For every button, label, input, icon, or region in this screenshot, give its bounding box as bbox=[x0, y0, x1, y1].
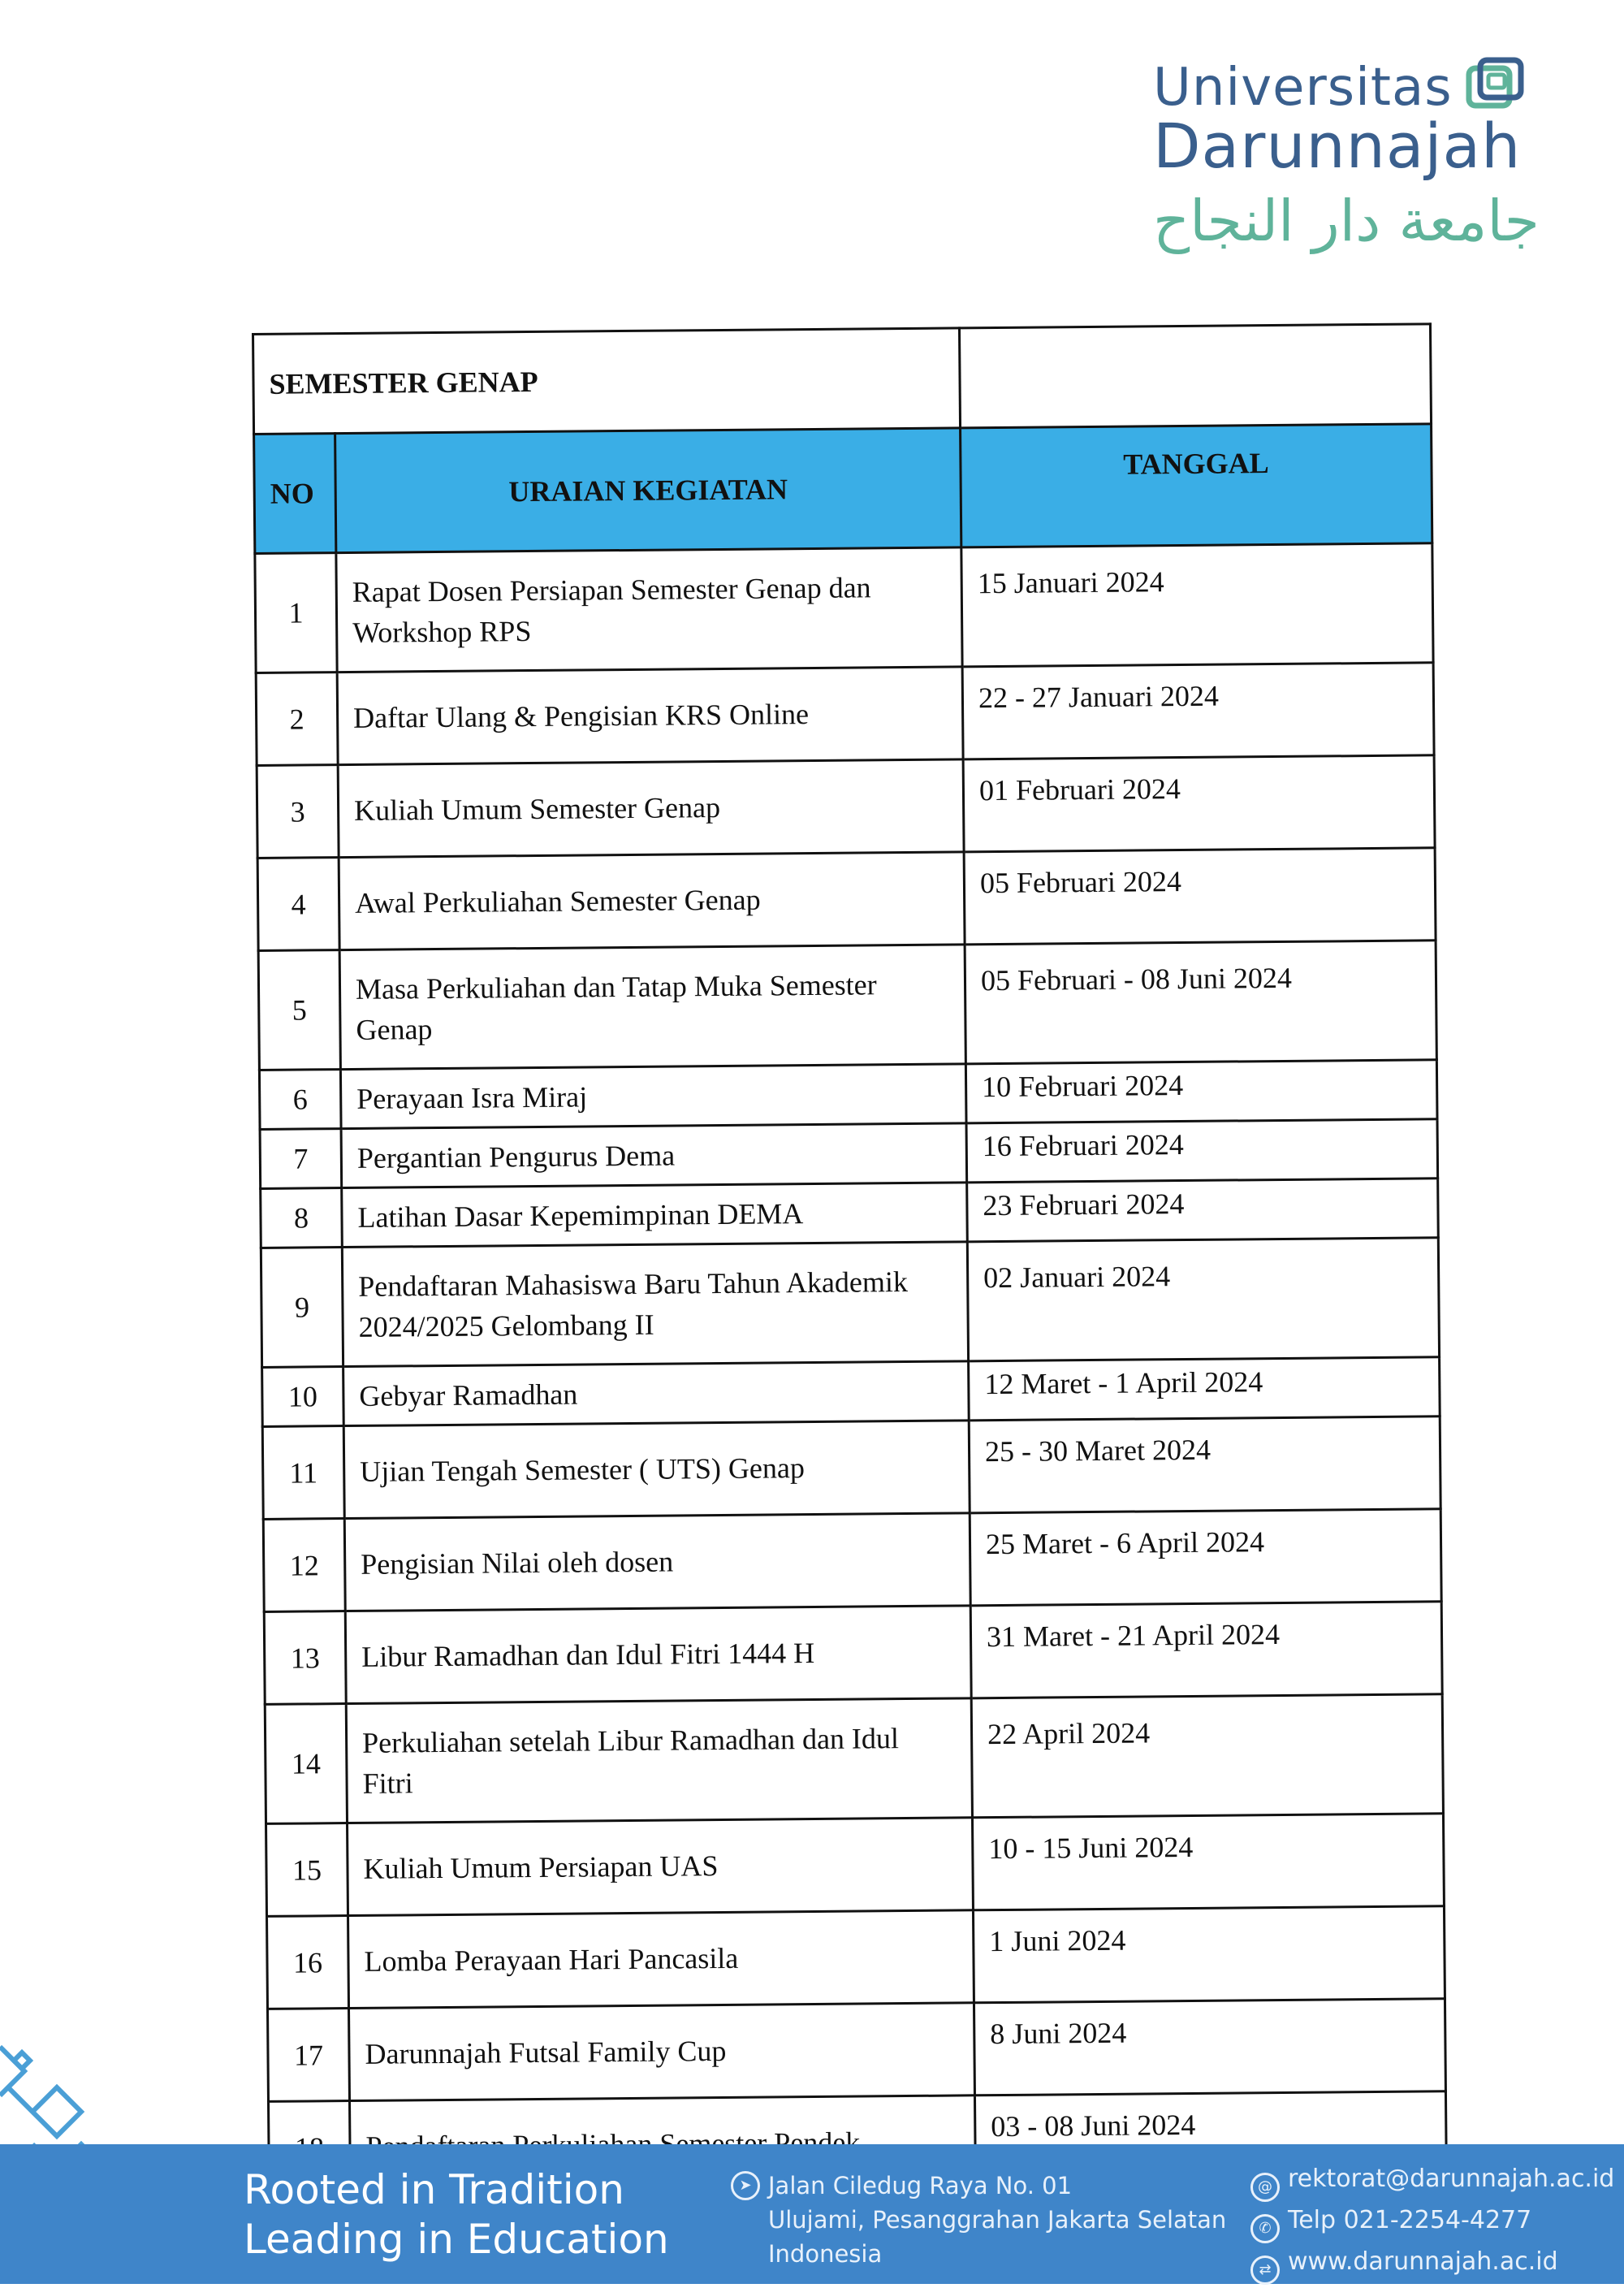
row-number: 8 bbox=[261, 1188, 343, 1248]
row-activity: Pergantian Pengurus Dema bbox=[341, 1123, 967, 1188]
row-date: 10 Februari 2024 bbox=[965, 1060, 1437, 1123]
row-date: 01 Februari 2024 bbox=[963, 755, 1435, 852]
row-activity: Pengisian Nilai oleh dosen bbox=[344, 1513, 970, 1611]
row-activity: Perkuliahan setelah Libur Ramadhan dan Idul Fitri bbox=[346, 1698, 972, 1823]
row-activity: Perayaan Isra Miraj bbox=[340, 1064, 966, 1129]
footer-tagline bbox=[244, 2165, 669, 2264]
table-row bbox=[266, 1814, 1445, 1917]
row-number: 16 bbox=[267, 1916, 349, 2009]
row-number: 5 bbox=[258, 950, 340, 1070]
university-logo bbox=[1153, 57, 1575, 253]
row-number: 6 bbox=[259, 1070, 341, 1130]
row-date: 8 Juni 2024 bbox=[974, 1999, 1445, 2096]
footer-banner bbox=[0, 2144, 1624, 2284]
row-activity: Libur Ramadhan dan Idul Fitri 1444 H bbox=[345, 1606, 971, 1704]
row-number: 11 bbox=[262, 1426, 344, 1520]
table-row bbox=[261, 1238, 1439, 1368]
table-row bbox=[262, 1416, 1440, 1520]
table-row bbox=[260, 1119, 1438, 1189]
row-number: 15 bbox=[266, 1823, 348, 1917]
table-row bbox=[262, 1357, 1440, 1427]
schedule-table bbox=[252, 322, 1448, 2195]
address-line1: Jalan Ciledug Raya No. 01 bbox=[768, 2172, 1073, 2199]
website-icon: ⇄ bbox=[1250, 2256, 1280, 2285]
table-row bbox=[259, 1060, 1437, 1130]
table-title: SEMESTER GENAP bbox=[253, 328, 961, 435]
row-number: 12 bbox=[263, 1519, 345, 1612]
row-activity: Lomba Perayaan Hari Pancasila bbox=[348, 1910, 974, 2009]
row-number: 2 bbox=[256, 673, 338, 766]
row-activity: Gebyar Ramadhan bbox=[343, 1361, 970, 1426]
phone-text: Telp 021-2254-4277 bbox=[1288, 2206, 1532, 2234]
row-number: 1 bbox=[255, 553, 337, 673]
header-date: TANGGAL bbox=[961, 424, 1432, 547]
logo-text-line2: Darunnajah bbox=[1153, 110, 1522, 182]
header-activity: URAIAN KEGIATAN bbox=[335, 428, 961, 553]
row-activity: Awal Perkuliahan Semester Genap bbox=[339, 852, 965, 950]
row-date: 25 Maret - 6 April 2024 bbox=[970, 1509, 1441, 1606]
row-date: 05 Februari - 08 Juni 2024 bbox=[965, 941, 1436, 1064]
row-activity: Darunnajah Futsal Family Cup bbox=[349, 2003, 975, 2101]
row-number: 13 bbox=[264, 1611, 346, 1705]
row-activity: Latihan Dasar Kepemimpinan DEMA bbox=[342, 1183, 968, 1248]
logo-text-line1: Universitas bbox=[1153, 58, 1453, 118]
address-line3: Indonesia bbox=[768, 2240, 883, 2269]
row-date: 03 - 08 Juni 2024 bbox=[974, 2091, 1446, 2188]
location-icon: ➤ bbox=[731, 2171, 760, 2200]
table-row bbox=[263, 1509, 1441, 1612]
row-activity: Daftar Ulang & Pengisian KRS Online bbox=[337, 667, 963, 765]
table-row bbox=[257, 755, 1435, 859]
row-date: 31 Maret - 21 April 2024 bbox=[970, 1602, 1442, 1698]
header-no: NO bbox=[254, 434, 336, 554]
table-body bbox=[255, 543, 1447, 2195]
address-line2: Ulujami, Pesanggrahan Jakarta Selatan bbox=[768, 2206, 1227, 2234]
row-date: 22 April 2024 bbox=[971, 1694, 1443, 1818]
table-title-empty-cell bbox=[959, 324, 1431, 428]
table-row bbox=[268, 1999, 1446, 2102]
row-activity: Kuliah Umum Semester Genap bbox=[338, 759, 964, 858]
row-number: 9 bbox=[261, 1248, 343, 1368]
row-activity: Kuliah Umum Persiapan UAS bbox=[348, 1818, 974, 1916]
table-row bbox=[256, 663, 1434, 766]
table-row bbox=[258, 941, 1436, 1070]
row-number: 10 bbox=[262, 1367, 344, 1427]
row-date: 22 - 27 Januari 2024 bbox=[962, 663, 1434, 759]
row-date: 15 Januari 2024 bbox=[961, 543, 1433, 667]
row-number: 4 bbox=[257, 858, 339, 951]
website-link[interactable]: www.darunnajah.ac.id bbox=[1288, 2247, 1558, 2276]
email-link[interactable]: rektorat@darunnajah.ac.id bbox=[1288, 2165, 1615, 2193]
row-activity: Pendaftaran Mahasiswa Baru Tahun Akademik 2024/2025 Gelombang II bbox=[342, 1242, 968, 1367]
table-row bbox=[257, 848, 1436, 951]
schedule-table-container bbox=[252, 322, 1478, 2195]
row-number: 7 bbox=[260, 1129, 342, 1189]
row-date: 16 Februari 2024 bbox=[966, 1119, 1438, 1183]
row-date: 02 Januari 2024 bbox=[967, 1238, 1439, 1361]
row-activity: Ujian Tengah Semester ( UTS) Genap bbox=[343, 1421, 970, 1519]
row-number: 17 bbox=[268, 2009, 350, 2102]
row-date: 12 Maret - 1 April 2024 bbox=[969, 1357, 1440, 1421]
footer-address bbox=[731, 2169, 1226, 2271]
table-title-row bbox=[253, 324, 1432, 435]
row-activity: Masa Perkuliahan dan Tatap Muka Semester Genap bbox=[339, 945, 965, 1070]
table-row bbox=[267, 1906, 1445, 2009]
row-number: 14 bbox=[265, 1704, 347, 1824]
row-date: 25 - 30 Maret 2024 bbox=[969, 1416, 1440, 1513]
row-date: 23 Februari 2024 bbox=[967, 1179, 1439, 1242]
footer-contact bbox=[1250, 2160, 1614, 2285]
table-row bbox=[261, 1179, 1439, 1248]
logo-arabic-text: جامعة دار النجاح bbox=[1153, 187, 1540, 254]
email-icon: @ bbox=[1250, 2173, 1280, 2202]
row-date: 05 Februari 2024 bbox=[964, 848, 1436, 945]
table-row bbox=[265, 1694, 1443, 1824]
row-date: 1 Juni 2024 bbox=[973, 1906, 1445, 2003]
table-header-row bbox=[254, 424, 1432, 554]
row-date: 10 - 15 Juni 2024 bbox=[973, 1814, 1445, 1910]
table-row bbox=[264, 1602, 1442, 1705]
logo-mark-icon bbox=[1464, 57, 1529, 114]
row-number: 3 bbox=[257, 765, 339, 859]
tagline-line1: Rooted in Tradition bbox=[244, 2166, 624, 2213]
table-row bbox=[255, 543, 1433, 673]
row-activity: Rapat Dosen Persiapan Semester Genap dan Workshop RPS bbox=[336, 547, 962, 673]
phone-icon: ✆ bbox=[1250, 2214, 1280, 2243]
tagline-line2: Leading in Education bbox=[244, 2216, 669, 2263]
